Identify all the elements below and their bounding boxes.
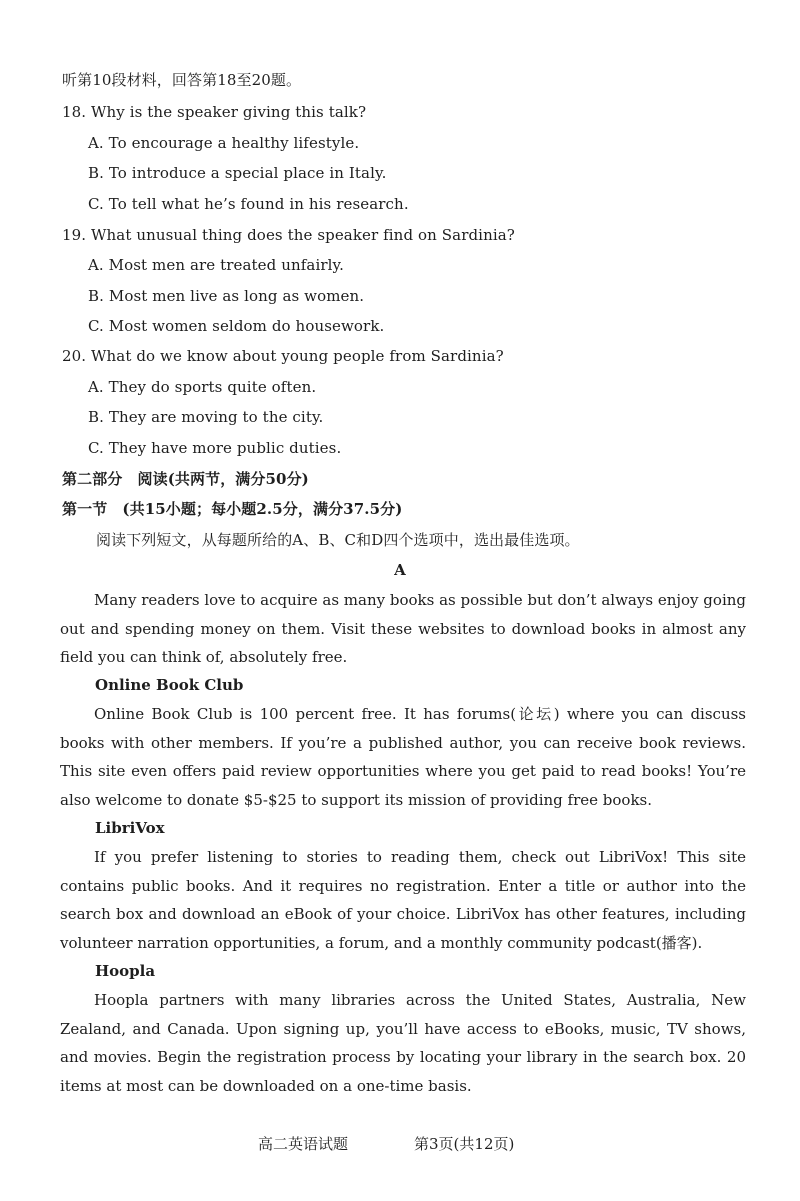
section-body-librivox: If you prefer listening to stories to reading them, check out LibriVox! This site contains public books. And it requires no registration. Enter a title or author into the search box and download an eBook of your choice. LibriVox has other features, including volunteer narration opportunities, a forum, and a monthly community podcast(播客). [60,848,746,952]
question-20-option-a: A. They do sports quite often. [88,378,317,396]
part-two-heading: 第二部分 阅读(共两节，满分50分) [62,470,309,488]
section-title-hoopla: Hoopla [95,962,156,980]
question-19-option-b: B. Most men live as long as women. [88,287,365,305]
passage-intro-paragraph: Many readers love to acquire as many books as possible but don’t always enjoy going out and spending money on them. Visit these websites to download books in almost any field you can think of, absolutely free. [60,591,746,667]
section-body-online-book-club: Online Book Club is 100 percent free. It has forums(论坛) where you can discuss books with other members. If you’re a published author, you can receive book reviews. This site even offers paid review opportunities where you get paid to read books! You’re also welcome to donate $5-$25 to support its mission of providing free books. [60,705,746,809]
footer-subject: 高二英语试题 [258,1135,349,1153]
question-19-option-c: C. Most women seldom do housework. [88,317,385,335]
section-title-online-book-club: Online Book Club [95,676,244,694]
reading-instruction: 阅读下列短文，从每题所给的A、B、C和D四个选项中，选出最佳选项。 [96,531,580,549]
section-one-heading: 第一节 (共15小题；每小题2.5分，满分37.5分) [62,500,403,518]
question-18-option-c: C. To tell what he’s found in his research. [88,195,409,213]
passage-label: A [394,561,406,579]
section-body-hoopla: Hoopla partners with many libraries across the United States, Australia, New Zealand, and Canada. Upon signing up, you’ll have access to eBooks, music, TV shows, and movies. Begin the registration process by locating your library in the search box. 20 items at most can be downloaded on a one-time basis. [60,991,746,1095]
question-20-stem: 20. What do we know about young people from Sardinia? [62,347,504,365]
question-18-option-b: B. To introduce a special place in Italy. [88,164,387,182]
question-18-stem: 18. Why is the speaker giving this talk? [62,103,367,121]
question-19-option-a: A. Most men are treated unfairly. [88,256,344,274]
listening-intro: 听第10段材料，回答第18至20题。 [62,71,302,89]
question-18-option-a: A. To encourage a healthy lifestyle. [88,134,360,152]
question-19-stem: 19. What unusual thing does the speaker find on Sardinia? [62,226,515,244]
question-20-option-c: C. They have more public duties. [88,439,342,457]
section-title-librivox: LibriVox [95,819,165,837]
question-20-option-b: B. They are moving to the city. [88,408,324,426]
footer-page-number: 第3页(共12页) [414,1135,515,1153]
